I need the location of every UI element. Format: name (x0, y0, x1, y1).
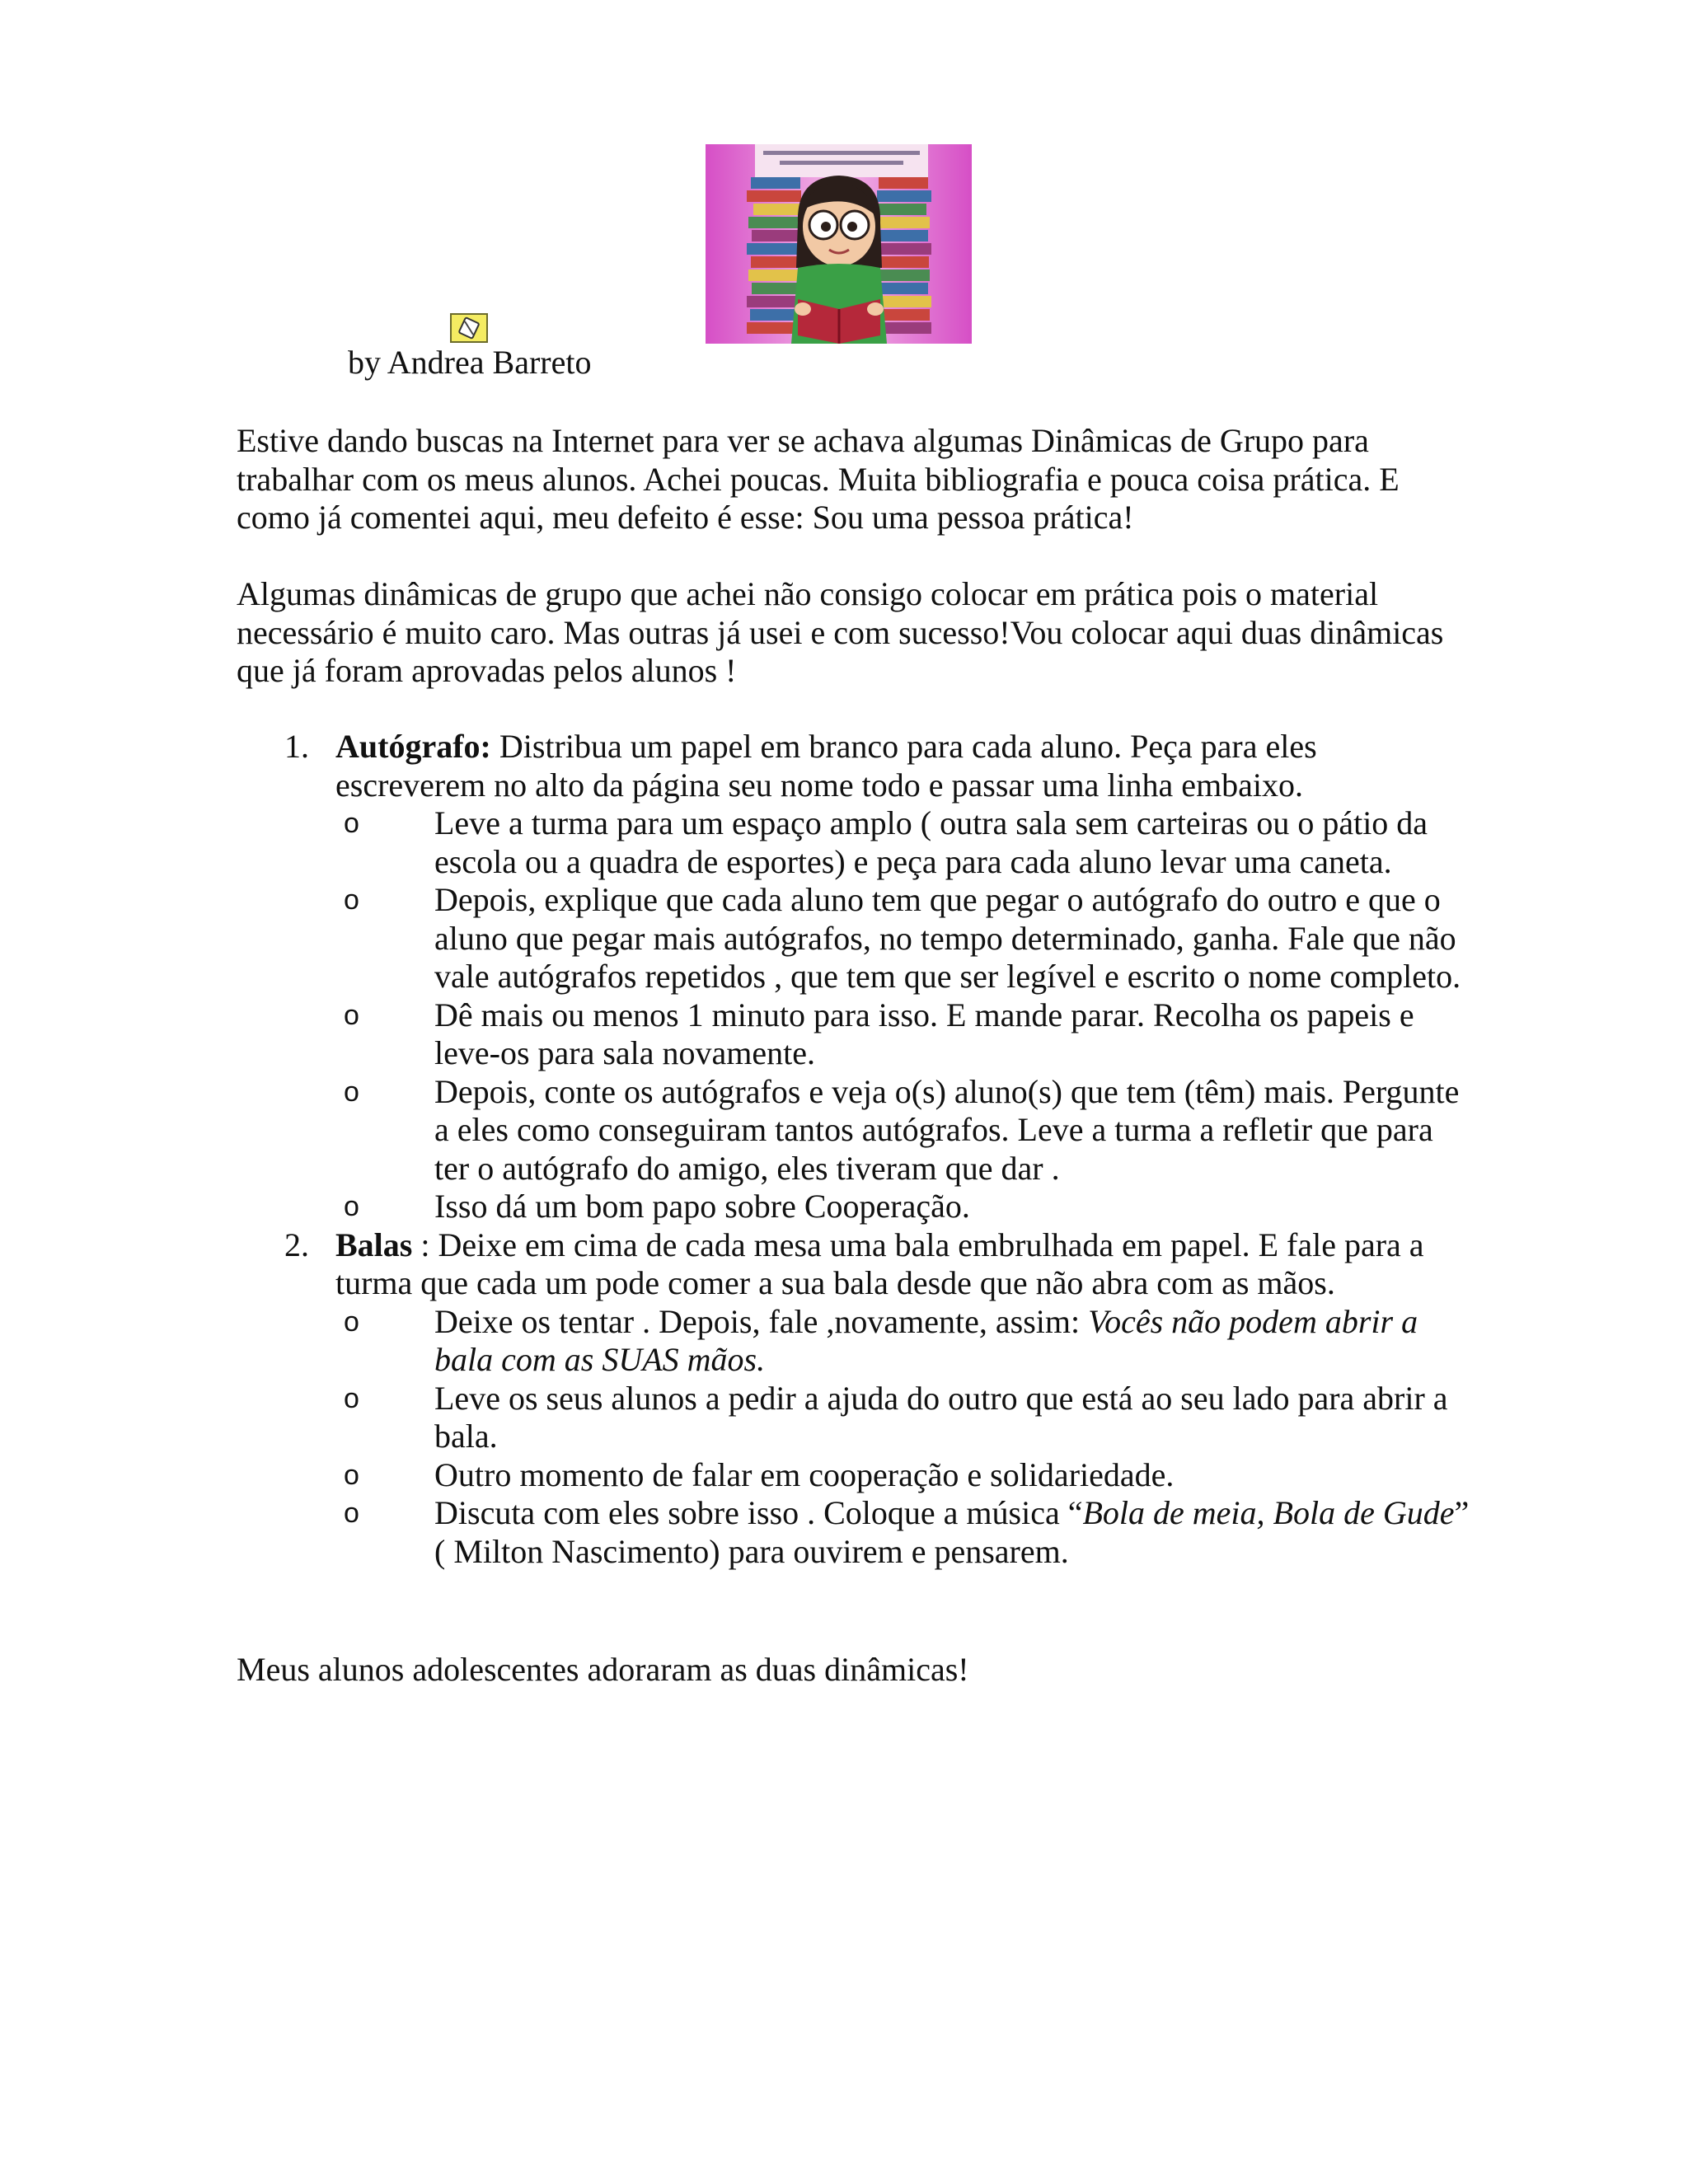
intro-paragraph-2: Algumas dinâmicas de grupo que achei não consigo colocar em prática pois o material necessário é muito caro. Mas outras já usei e com sucesso!Vou colocar aqui duas dinâmicas que já foram aprovadas pelos alunos ! (237, 575, 1444, 689)
bullet-icon: o (344, 1382, 359, 1414)
dynamic-text: Distribua um papel em branco para cada aluno. Peça para eles escreverem no alto da página seu nome todo e passar uma linha embaixo. (335, 728, 1317, 804)
bullet-icon: o (344, 1305, 359, 1338)
dynamic-text: : Deixe em cima de cada mesa uma bala embrulhada em papel. E fale para a turma que cada um pode comer a sua bala desde que não abra com as mãos. (335, 1226, 1424, 1301)
closing-paragraph: Meus alunos adolescentes adoraram as duas dinâmicas! (237, 1651, 969, 1688)
dynamic-title: Balas (335, 1226, 413, 1263)
step-text: Dê mais ou menos 1 minuto para isso. E mande parar. Recolha os papeis e leve-os para sala novamente. (434, 996, 1414, 1071)
girl-reading-illustration (706, 144, 972, 344)
list-number: 1. (284, 728, 309, 765)
dynamic-item-balas (237, 1226, 1473, 1572)
dynamics-list (237, 728, 1473, 1571)
dynamic-description (335, 1226, 1473, 1303)
step-item (335, 881, 1473, 996)
step-item (335, 1456, 1473, 1495)
step-emphasis: Vocês não podem abrir a bala com as SUAS mãos. (434, 1302, 1418, 1378)
step-item (335, 1380, 1473, 1456)
step-text: Discuta com eles sobre isso . Coloque a música “ (434, 1494, 1083, 1531)
step-item (335, 1188, 1473, 1226)
paperclip-attachment-icon[interactable] (450, 313, 488, 343)
bullet-icon: o (344, 1076, 359, 1108)
intro-paragraph-1: Estive dando buscas na Internet para ver se achava algumas Dinâmicas de Grupo para trabalhar com os meus alunos. Achei poucas. Muita bibliografia e pouca coisa prática. E como já comentei aqui, meu defeito é esse: Sou uma pessoa prática! (237, 422, 1400, 536)
step-item (335, 804, 1473, 881)
step-text: Leve os seus alunos a pedir a ajuda do outro que está ao seu lado para abrir a bala. (434, 1379, 1448, 1455)
dynamic-description (335, 728, 1473, 804)
step-item (335, 1494, 1473, 1571)
bullet-icon: o (344, 884, 359, 916)
step-text: Outro momento de falar em cooperação e solidariedade. (434, 1455, 1175, 1493)
bullet-icon: o (344, 1191, 359, 1222)
song-title: Bola de meia, Bola de Gude (1082, 1494, 1455, 1531)
dynamic-steps (335, 804, 1473, 1226)
step-text: Depois, conte os autógrafos e veja o(s) aluno(s) que tem (têm) mais. Pergunte a eles como conseguiram tantos autógrafos. Leve a turma a refletir que para ter o autógrafo do amigo, eles tiveram que dar . (434, 1072, 1460, 1187)
step-item (335, 996, 1473, 1073)
step-text: Isso dá um bom papo sobre Cooperação. (434, 1188, 970, 1225)
bullet-icon: o (344, 808, 359, 839)
step-text: Deixe os tentar . Depois, fale ,novamente, assim: (434, 1302, 1089, 1340)
bullet-icon: o (344, 1459, 359, 1491)
step-text: ” ( Milton Nascimento) para ouvirem e pensarem. (434, 1494, 1470, 1570)
dynamic-item-autografo (237, 728, 1473, 1226)
step-item (335, 1303, 1473, 1380)
dynamic-title: Autógrafo: (335, 728, 491, 765)
bullet-icon: o (344, 999, 359, 1031)
list-number: 2. (284, 1226, 309, 1263)
dynamic-steps (335, 1303, 1473, 1572)
step-item (335, 1073, 1473, 1188)
step-text: Depois, explique que cada aluno tem que pegar o autógrafo do outro e que o aluno que pegar mais autógrafos, no tempo determinado, ganha. Fale que não vale autógrafos repetidos , que tem que ser legível e escrito o nome completo. (434, 881, 1461, 995)
step-text: Leve a turma para um espaço amplo ( outra sala sem carteiras ou o pátio da escola ou a quadra de esportes) e peça para cada aluno levar uma caneta. (434, 804, 1428, 880)
bullet-icon: o (344, 1497, 359, 1529)
author-byline: by Andrea Barreto (348, 344, 592, 381)
